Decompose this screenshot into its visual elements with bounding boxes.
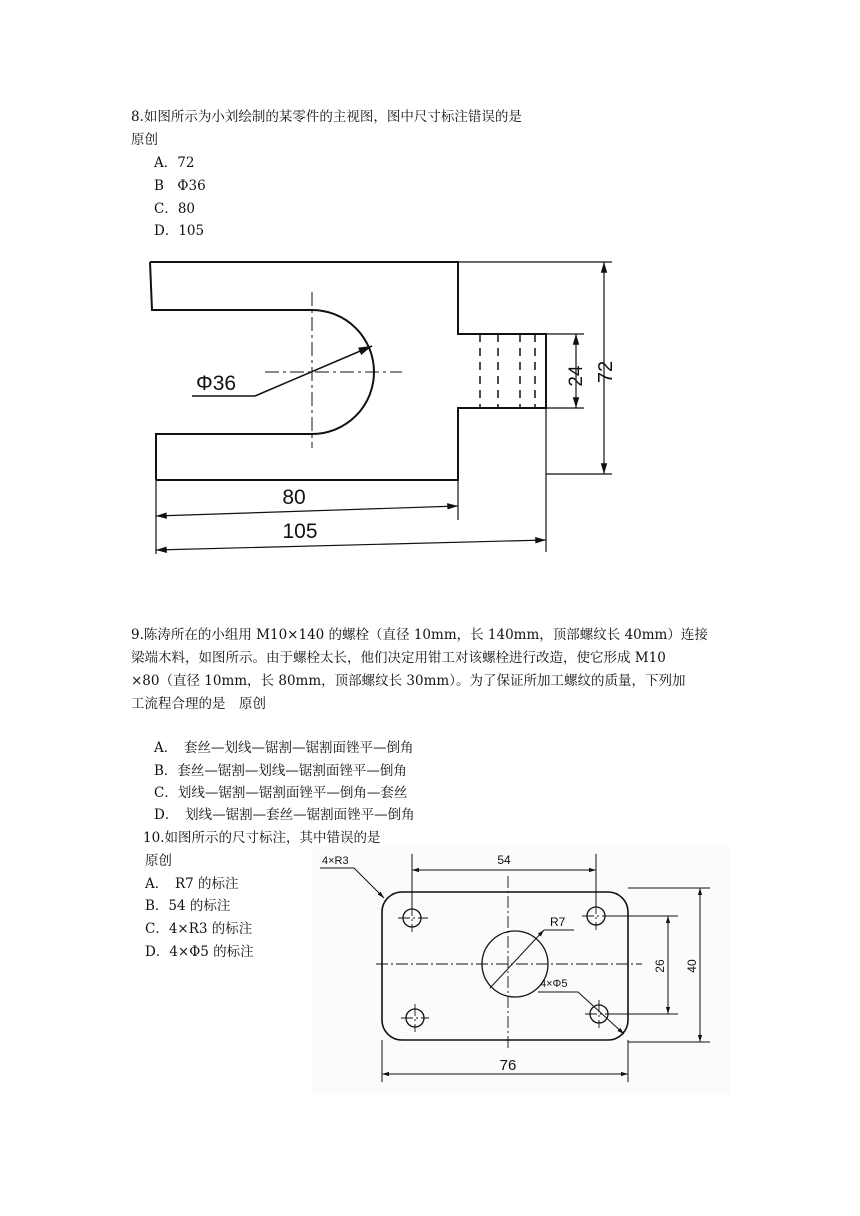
q10-tag: 原创 [145, 853, 172, 869]
q10-dim-R7: R7 [550, 915, 566, 929]
q9-line-1: 9.陈涛所在的小组用 M10×140 的螺栓（直径 10mm，长 140mm，顶部螺纹长 40mm）连接 [131, 627, 708, 643]
q8-part-drawing [140, 248, 620, 568]
q9-line-4: 工流程合理的是 原创 [131, 696, 266, 712]
q10-option-c: C．4×R3 的标注 [145, 921, 253, 937]
q8-dim-phi36: Φ36 [196, 372, 237, 395]
q8-dim-80: 80 [282, 486, 306, 509]
q10-dim-40: 40 [685, 959, 699, 973]
q8-tag: 原创 [131, 132, 158, 148]
q8-stem: 8.如图所示为小刘绘制的某零件的主视图，图中尺寸标注错误的是 [131, 109, 522, 125]
q10-option-a: A． R7 的标注 [145, 876, 239, 892]
q8-dim-72: 72 [595, 360, 617, 384]
q10-option-d: D．4×Φ5 的标注 [145, 944, 254, 960]
q8-dim-105: 105 [282, 520, 318, 543]
q9-option-d: D． 划线—锯割—套丝—锯割面锉平—倒角 [154, 807, 415, 823]
q9-option-b: B．套丝—锯割—划线—锯割面锉平—倒角 [154, 763, 407, 779]
q10-option-b: B．54 的标注 [145, 898, 231, 914]
q8-dim-24: 24 [566, 365, 587, 387]
q10-dim-26: 26 [653, 959, 667, 973]
q8-outline [150, 262, 546, 480]
q10-stem: 10.如图所示的尺寸标注，其中错误的是 [143, 830, 381, 846]
q8-option-d: D．105 [154, 223, 205, 239]
q9-option-c: C．划线—锯割—锯割面锉平—倒角—套丝 [154, 785, 408, 801]
q10-plate-drawing [312, 846, 730, 1094]
q10-dim-4xphi5: 4×Φ5 [540, 978, 568, 990]
q10-dim-76: 76 [499, 1057, 517, 1074]
q9-line-3: ×80（直径 10mm，长 80mm，顶部螺纹长 30mm）。为了保证所加工螺纹的质量，下列加 [131, 673, 686, 689]
q8-option-b: B Φ36 [154, 178, 206, 194]
q9-line-2: 梁端木料，如图所示。由于螺栓太长，他们决定用钳工对该螺栓进行改造，使它形成 M10 [131, 650, 666, 666]
q10-dim-54: 54 [497, 853, 511, 867]
q10-dim-4xR3: 4×R3 [322, 855, 349, 867]
q8-option-c: C．80 [154, 201, 196, 217]
q9-option-a: A． 套丝—划线—锯割—锯割面锉平—倒角 [154, 740, 414, 756]
q8-option-a: A．72 [154, 155, 195, 171]
